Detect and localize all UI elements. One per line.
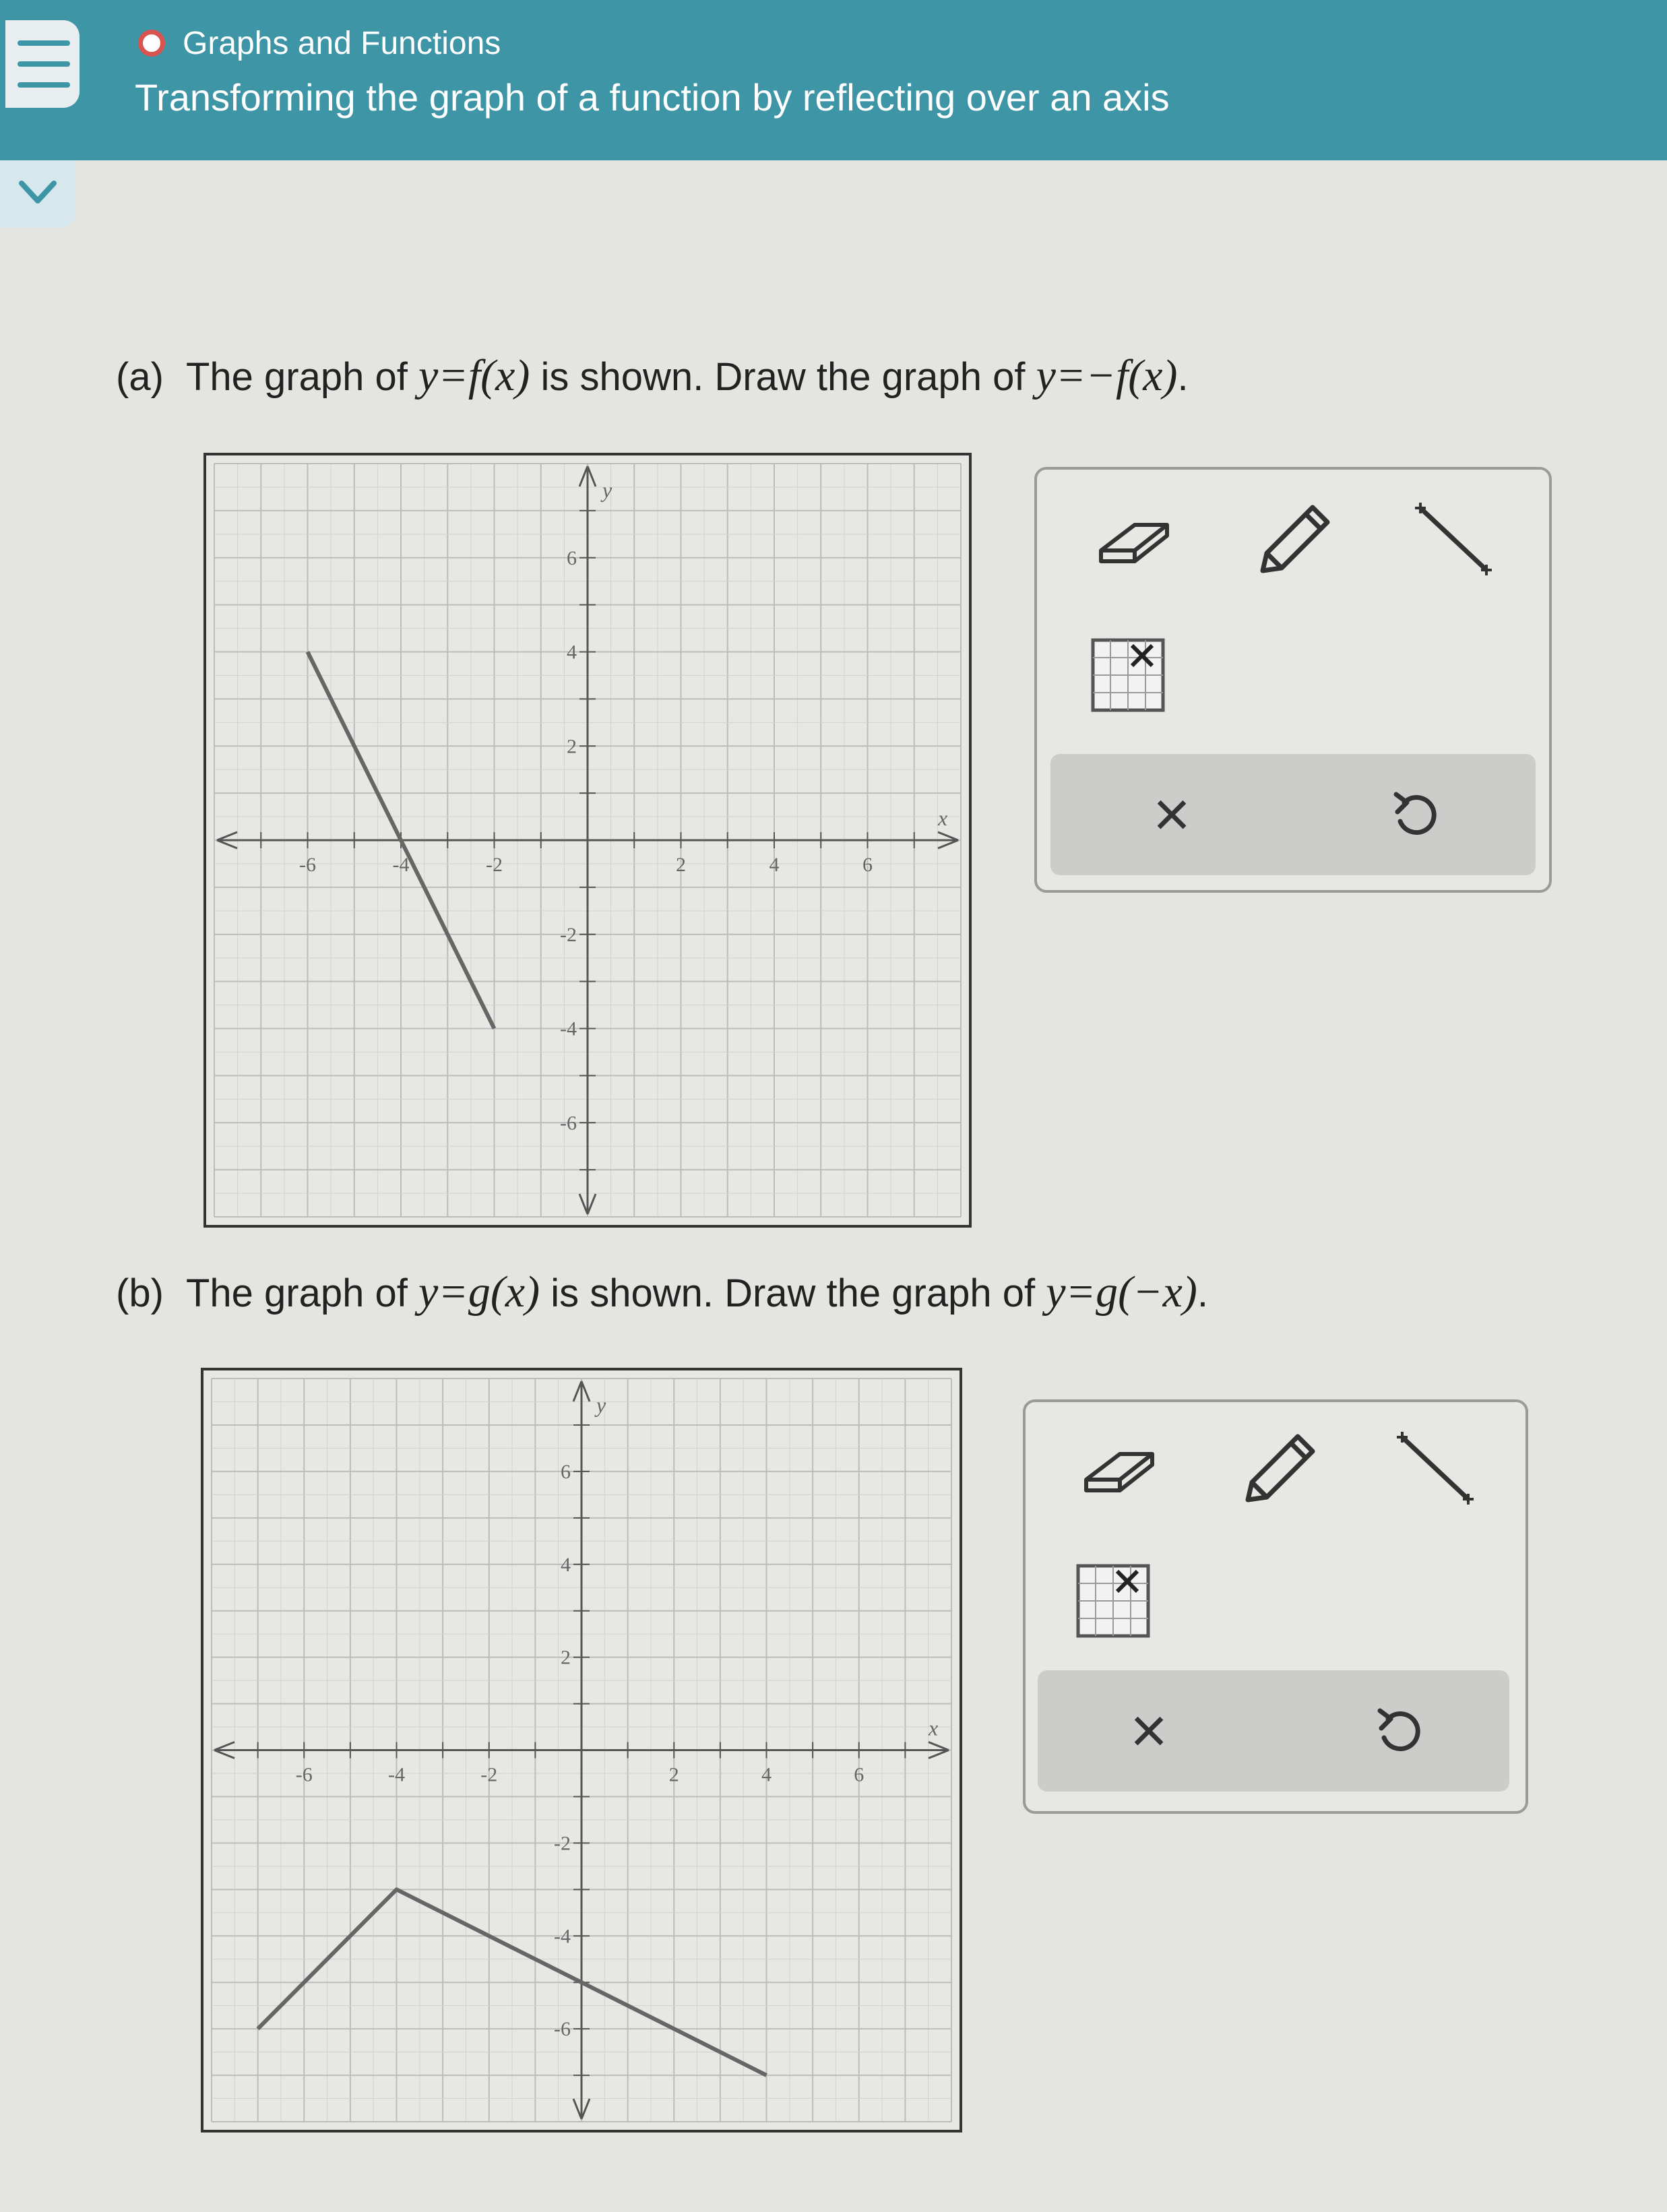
eraser-icon <box>1073 1439 1160 1500</box>
line-segment-icon <box>1411 500 1499 581</box>
undo-button[interactable] <box>1367 781 1461 848</box>
top-header <box>0 0 1667 160</box>
y-tick-label: -4 <box>554 1925 571 1948</box>
question-a-given: y=f(x) <box>418 351 530 400</box>
x-tick-label: 6 <box>854 1763 864 1786</box>
y-tick-label: 4 <box>567 641 577 664</box>
topic-row <box>138 23 501 63</box>
line-tool[interactable] <box>1411 500 1499 581</box>
y-axis-label: y <box>596 1393 606 1417</box>
chevron-down-icon <box>19 179 57 206</box>
clear-button[interactable] <box>1125 778 1219 850</box>
question-a-middle: is shown. Draw the graph of <box>540 355 1026 399</box>
chart-a <box>206 455 969 1225</box>
graph-a[interactable] <box>203 453 972 1228</box>
hamburger-icon <box>18 40 70 46</box>
question-b <box>116 1267 1208 1318</box>
chart-b <box>203 1370 960 2130</box>
eraser-icon <box>1088 510 1175 571</box>
clear-icon: × <box>1152 778 1191 850</box>
collapse-toggle[interactable] <box>0 160 75 228</box>
line-tool[interactable] <box>1393 1429 1480 1510</box>
question-b-suffix: . <box>1197 1271 1208 1315</box>
part-label-b: (b) <box>116 1271 164 1315</box>
undo-button[interactable] <box>1351 1697 1445 1765</box>
question-b-prefix: The graph of <box>185 1271 408 1315</box>
hamburger-icon-bar <box>18 82 70 88</box>
grid-delete-icon <box>1090 637 1166 713</box>
question-b-target: y=g(−x) <box>1046 1267 1197 1317</box>
y-axis-label: y <box>602 478 612 502</box>
grid-tool[interactable] <box>1088 635 1168 716</box>
action-bar-b <box>1038 1670 1509 1792</box>
page-title: Transforming the graph of a function by reflecting over an axis <box>135 76 1170 119</box>
x-tick-label: 4 <box>761 1763 772 1786</box>
grid-tool[interactable] <box>1073 1560 1154 1641</box>
y-tick-label: 2 <box>561 1646 571 1669</box>
graph-b[interactable] <box>201 1368 962 2132</box>
x-axis-label: x <box>929 1715 939 1740</box>
x-tick-label: 2 <box>676 854 686 876</box>
x-tick-label: -4 <box>388 1763 405 1786</box>
pencil-tool[interactable] <box>1246 497 1340 584</box>
pencil-icon <box>1234 1426 1322 1513</box>
status-dot-icon <box>138 30 165 57</box>
eraser-tool[interactable] <box>1084 503 1178 577</box>
undo-icon <box>1391 788 1438 842</box>
x-tick-label: -4 <box>392 854 410 876</box>
x-tick-label: -2 <box>486 854 503 876</box>
question-a <box>116 350 1189 402</box>
eraser-tool[interactable] <box>1069 1432 1164 1507</box>
clear-icon: × <box>1129 1695 1168 1767</box>
pencil-icon <box>1249 497 1337 584</box>
y-tick-label: 6 <box>561 1460 571 1483</box>
y-tick-label: 4 <box>561 1553 571 1576</box>
question-b-middle: is shown. Draw the graph of <box>551 1271 1036 1315</box>
x-tick-label: -2 <box>480 1763 498 1786</box>
y-tick-label: -4 <box>560 1017 577 1040</box>
action-bar-a <box>1050 754 1536 875</box>
y-tick-label: -6 <box>560 1112 577 1135</box>
question-b-given: y=g(x) <box>418 1267 540 1317</box>
tool-panel-b <box>1023 1399 1528 1814</box>
x-tick-label: 6 <box>862 854 873 876</box>
line-segment-icon <box>1393 1429 1480 1510</box>
question-a-suffix: . <box>1177 355 1189 399</box>
y-tick-label: -2 <box>554 1832 571 1855</box>
question-a-target: y=−f(x) <box>1036 351 1178 400</box>
y-tick-label: -6 <box>554 2018 571 2041</box>
tool-panel-a <box>1034 467 1552 893</box>
x-tick-label: -6 <box>295 1763 313 1786</box>
undo-icon <box>1375 1704 1422 1758</box>
question-a-prefix: The graph of <box>185 355 408 399</box>
x-axis-label: x <box>938 806 948 830</box>
pencil-tool[interactable] <box>1231 1426 1325 1513</box>
x-tick-label: 4 <box>769 854 780 876</box>
clear-button[interactable] <box>1102 1697 1196 1765</box>
x-tick-label: -6 <box>299 854 316 876</box>
menu-button[interactable] <box>5 20 80 108</box>
x-tick-label: 2 <box>668 1763 679 1786</box>
y-tick-label: 6 <box>567 546 577 569</box>
y-tick-label: -2 <box>560 923 577 946</box>
part-label-a: (a) <box>116 355 164 399</box>
y-tick-label: 2 <box>567 735 577 758</box>
topic-label: Graphs and Functions <box>183 25 501 61</box>
hamburger-icon-bar <box>18 61 70 67</box>
grid-delete-icon <box>1075 1563 1151 1639</box>
